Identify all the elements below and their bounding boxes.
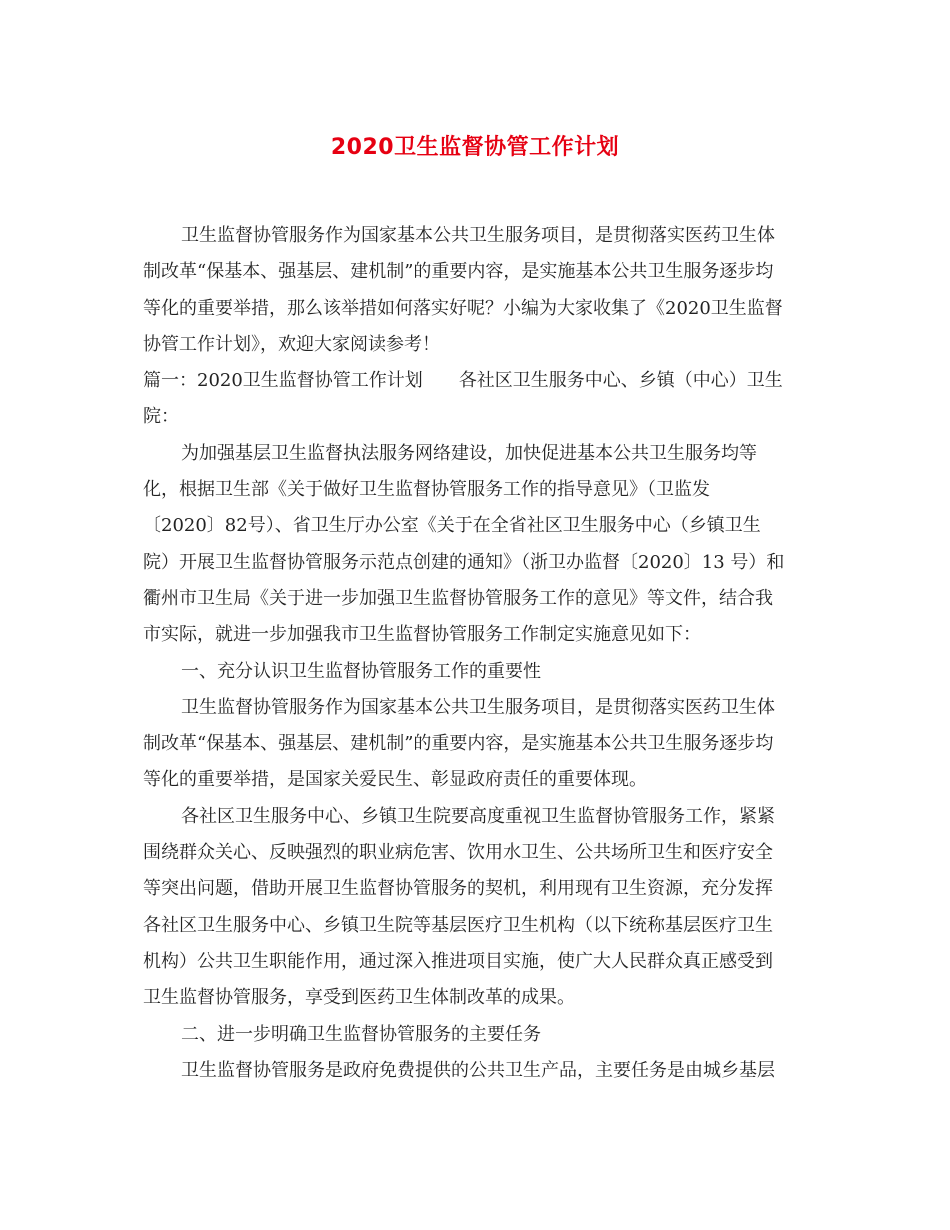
paragraph-line: 制改革“保基本、强基层、建机制”的重要内容，是实施基本公共卫生服务逐步均 <box>143 733 774 755</box>
paragraph-line: 机构）公共卫生职能作用，通过深入推进项目实施，使广大人民群众真正感受到 <box>143 950 773 972</box>
paragraph-line: 卫生监督协管服务作为国家基本公共卫生服务项目，是贯彻落实医药卫生体 <box>181 696 775 718</box>
paragraph-line: 卫生监督协管服务作为国家基本公共卫生服务项目，是贯彻落实医药卫生体 <box>181 225 775 246</box>
paragraph-line: 等化的重要举措，是国家关爱民生、彰显政府责任的重要体现。 <box>143 769 647 791</box>
paragraph-line: 等突出问题，借助开展卫生监督协管服务的契机，利用现有卫生资源，充分发挥 <box>143 878 773 900</box>
paragraph-line: 卫生监督协管服务，享受到医药卫生体制改革的成果。 <box>143 987 575 1009</box>
paragraph-line: 院）开展卫生监督协管服务示范点创建的通知》（浙卫办监督〔2020〕13 号）和 <box>143 551 785 573</box>
paragraph-line: 等化的重要举措，那么该举措如何落实好呢？小编为大家收集了《2020卫生监督 <box>143 297 783 319</box>
paragraph-line: 院： <box>143 406 179 428</box>
paragraph-line: 化，根据卫生部《关于做好卫生监督协管服务工作的指导意见》（卫监发 <box>143 479 710 501</box>
paragraph-line: 〔2020〕82号）、省卫生厅办公室《关于在全省社区卫生服务中心（乡镇卫生 <box>143 515 761 537</box>
paragraph-line: 衢州市卫生局《关于进一步加强卫生监督协管服务工作的意见》等文件，结合我 <box>143 587 773 609</box>
paragraph-line: 为加强基层卫生监督执法服务网络建设，加快促进基本公共卫生服务均等 <box>181 442 757 464</box>
paragraph-line: 卫生监督协管服务是政府免费提供的公共卫生产品，主要任务是由城乡基层 <box>181 1059 775 1081</box>
section-heading: 二、进一步明确卫生监督协管服务的主要任务 <box>181 1023 541 1045</box>
addressee: 各社区卫生服务中心、乡镇（中心）卫生 <box>458 370 783 392</box>
paragraph-line: 各社区卫生服务中心、乡镇卫生院要高度重视卫生监督协管服务工作，紧紧 <box>181 805 775 827</box>
paragraph-line: 围绕群众关心、反映强烈的职业病危害、饮用水卫生、公共场所卫生和医疗安全 <box>143 842 773 864</box>
document-body <box>143 218 808 1089</box>
paragraph-line: 协管工作计划》，欢迎大家阅读参考！ <box>143 333 440 355</box>
paragraph-line: 各社区卫生服务中心、乡镇卫生院等基层医疗卫生机构（以下统称基层医疗卫生 <box>143 914 773 936</box>
document-title: 2020卫生监督协管工作计划 <box>330 135 620 160</box>
section-heading-line <box>143 363 808 399</box>
section-title: 篇一：2020卫生监督协管工作计划 <box>143 370 423 392</box>
paragraph-line: 制改革“保基本、强基层、建机制”的重要内容，是实施基本公共卫生服务逐步均 <box>143 261 774 283</box>
section-heading: 一、充分认识卫生监督协管服务工作的重要性 <box>181 660 541 682</box>
paragraph-line: 市实际，就进一步加强我市卫生监督协管服务工作制定实施意见如下： <box>143 624 701 646</box>
